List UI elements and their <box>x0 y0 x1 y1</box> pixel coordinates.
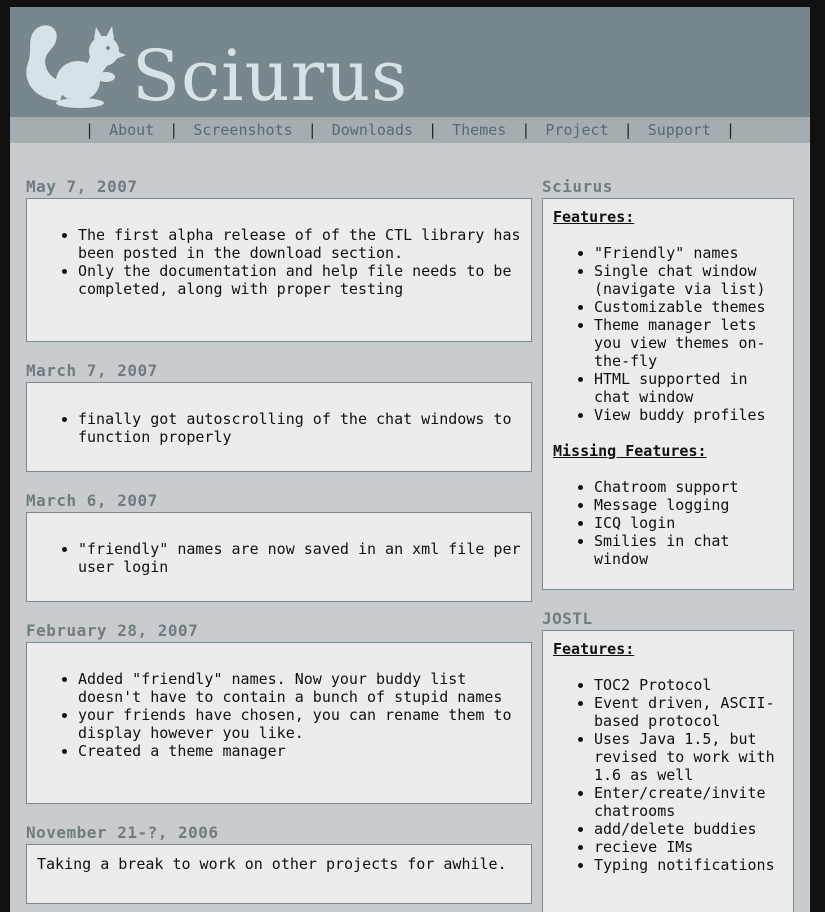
features-heading: Features: <box>553 208 635 226</box>
nav-link-about[interactable]: About <box>109 121 155 139</box>
features-heading: Features: <box>553 640 635 658</box>
news-text: Taking a break to work on other projects for awhile. <box>37 855 507 873</box>
news-list <box>27 226 531 298</box>
sidebar-title: Sciurus <box>542 177 613 196</box>
news-date: May 7, 2007 <box>26 177 138 196</box>
nav-link-project[interactable]: Project <box>545 121 609 139</box>
news-entry <box>26 360 532 472</box>
news-box <box>26 642 532 804</box>
news-list <box>27 670 531 760</box>
nav-link-support[interactable]: Support <box>647 121 711 139</box>
news-box <box>26 382 532 472</box>
news-entry <box>26 490 532 602</box>
list-item: • Created a theme manager <box>78 742 531 760</box>
news-box <box>26 198 532 342</box>
list-item: • TOC2 Protocol <box>594 676 783 694</box>
list-item: • Enter/create/invite chatrooms <box>594 784 783 820</box>
features-list <box>553 244 783 424</box>
news-date: March 6, 2007 <box>26 491 158 510</box>
page <box>10 7 810 912</box>
nav-separator: | <box>725 121 735 139</box>
news-date: February 28, 2007 <box>26 621 199 640</box>
news-date: November 21-?, 2006 <box>26 823 219 842</box>
news-box <box>26 844 532 904</box>
list-item: • Message logging <box>594 496 783 514</box>
list-item: • recieve IMs <box>594 838 783 856</box>
list-item: • Uses Java 1.5, but revised to work with 1.6 as well <box>594 730 783 784</box>
list-item: • Smilies in chat window <box>594 532 783 568</box>
sidebar-title: JOSTL <box>542 609 593 628</box>
list-item: • View buddy profiles <box>594 406 783 424</box>
missing-features-list <box>553 478 783 568</box>
nav-separator: | <box>428 121 438 139</box>
nav-separator: | <box>85 121 95 139</box>
features-list <box>553 676 783 874</box>
site-title: Sciurus <box>132 35 409 117</box>
list-item: • Customizable themes <box>594 298 783 316</box>
nav-link-downloads[interactable]: Downloads <box>331 121 414 139</box>
list-item: • HTML supported in chat window <box>594 370 783 406</box>
nav-separator: | <box>169 121 179 139</box>
news-list <box>27 410 531 446</box>
nav-separator: | <box>521 121 531 139</box>
sidebar-box <box>542 198 794 590</box>
list-item: • Typing notifications <box>594 856 783 874</box>
news-entry <box>26 822 532 904</box>
list-item: • Single chat window (navigate via list) <box>594 262 783 298</box>
sidebar-jostl <box>542 608 794 912</box>
list-item: • add/delete buddies <box>594 820 783 838</box>
missing-features-heading: Missing Features: <box>553 442 707 460</box>
sidebar-sciurus <box>542 176 794 590</box>
nav-bar <box>10 117 810 143</box>
sidebar-box <box>542 630 794 912</box>
list-item: • Chatroom support <box>594 478 783 496</box>
list-item: • Event driven, ASCII-based protocol <box>594 694 783 730</box>
news-list <box>27 540 531 576</box>
list-item: • "Friendly" names <box>594 244 783 262</box>
list-item: • Theme manager lets you view themes on-the-fly <box>594 316 783 370</box>
list-item: • "friendly" names are now saved in an xml file per user login <box>78 540 531 576</box>
list-item: • The first alpha release of of the CTL library has been posted in the download section. <box>78 226 531 262</box>
list-item: • ICQ login <box>594 514 783 532</box>
list-item: • finally got autoscrolling of the chat windows to function properly <box>78 410 531 446</box>
list-item: • Added "friendly" names. Now your buddy list doesn't have to contain a bunch of stupid names <box>78 670 531 706</box>
news-box <box>26 512 532 602</box>
nav-link-themes[interactable]: Themes <box>452 121 507 139</box>
news-date: March 7, 2007 <box>26 361 158 380</box>
news-entry <box>26 620 532 804</box>
news-entry <box>26 176 532 342</box>
squirrel-logo-icon <box>20 21 128 109</box>
site-banner <box>10 7 810 117</box>
list-item: • your friends have chosen, you can rename them to display however you like. <box>78 706 531 742</box>
list-item: • Only the documentation and help file needs to be completed, along with proper testing <box>78 262 531 298</box>
nav-separator: | <box>307 121 317 139</box>
nav-link-screenshots[interactable]: Screenshots <box>193 121 293 139</box>
nav-separator: | <box>623 121 633 139</box>
